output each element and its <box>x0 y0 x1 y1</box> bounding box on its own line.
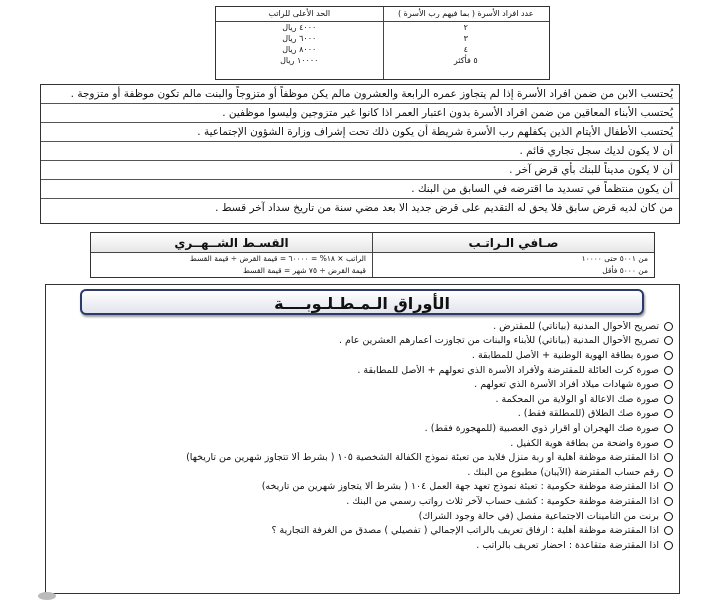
family-salary-table <box>215 6 550 80</box>
circle-bullet-icon <box>664 526 673 535</box>
document-text: اذا المقترضة موظفة حكومية : تعبئة نموذج تعهد جهة العمل ١٠٤ ( بشرط ألا يتجاوز شهرين من تاريخه) <box>261 481 659 493</box>
installment-header: القسـط الشــهــري <box>91 233 373 253</box>
document-text: رقم حساب المقترضة (الآيبان) مطبوع من البنك . <box>467 466 659 478</box>
scan-smudge <box>38 592 56 600</box>
document-text: صورة واضحة من بطاقة هوية الكفيل . <box>510 437 659 449</box>
installment-cell: الراتب × ١٨% = ٦٠٠٠٠ = قيمة القرض ÷ قيمة القسط <box>91 253 373 265</box>
condition-line: أن يكون منتظماً في تسديد ما اقترضه في السابق من البنك . <box>41 180 679 199</box>
list-item <box>53 465 673 480</box>
list-item <box>53 334 673 349</box>
condition-line: من كان لديه قرض سابق فلا يحق له التقديم على قرض جديد الا بعد مضي سنة من تاريخ سداد آخر قسط . <box>215 202 673 214</box>
list-item <box>53 436 673 451</box>
column-divider <box>383 7 384 79</box>
loan-requirements-page <box>30 0 690 600</box>
circle-bullet-icon <box>664 409 673 418</box>
document-text: صورة صك الطلاق (للمطلقة فقط) . <box>517 408 659 420</box>
documents-title: الأوراق الـمـطـلـوبــــة <box>80 289 644 315</box>
max-salary-cell: ١٠٠٠٠ ريال <box>280 56 319 65</box>
document-text: صورة شهادات ميلاد أفراد الأسرة الذي تعولهم . <box>474 379 659 391</box>
documents-list <box>53 319 673 553</box>
list-item <box>53 377 673 392</box>
required-documents-box <box>45 284 680 594</box>
members-cell: ٤ <box>463 45 468 54</box>
members-cell: ٣ <box>463 34 468 43</box>
salary-cell: من ٥٠٠٠ فأقل <box>602 266 648 275</box>
circle-bullet-icon <box>664 453 673 462</box>
list-item <box>53 523 673 538</box>
circle-bullet-icon <box>664 336 673 345</box>
circle-bullet-icon <box>664 395 673 404</box>
document-text: صورة بطاقة الهوية الوطنية + الأصل للمطابقة . <box>471 349 659 361</box>
members-header: عدد افراد الأسرة ( بما فيهم رب الأسرة ) <box>398 9 534 18</box>
max-salary-cell: ٨٠٠٠ ريال <box>282 45 317 54</box>
list-item <box>53 450 673 465</box>
circle-bullet-icon <box>664 351 673 360</box>
document-text: صورة صك الاعالة أو الولاية من المحكمة . <box>495 393 659 405</box>
members-cell: ٥ فأكثر <box>453 56 478 65</box>
circle-bullet-icon <box>664 497 673 506</box>
document-text: اذا المقترضة موظفة أهلية أو ربة منزل فلابد من تعبئة نموذج الكفالة الشخصية ١٠٥ ( بشرط ألا تتجاوز شهرين من تاريخها) <box>186 452 659 464</box>
salary-header: صـافي الـراتـب <box>373 233 654 253</box>
condition-line: يُحتسب الأطفال الأيتام الذين يكفلهم رب الأسرة شريطة أن يكون ذلك تحت إشراف وزارة الشؤون الإجتماعية . <box>41 123 679 142</box>
condition-line: أن لا يكون مديناً للبنك بأي قرض آخر . <box>41 161 679 180</box>
conditions-box <box>40 84 680 224</box>
max-salary-cell: ٦٠٠٠ ريال <box>282 34 317 43</box>
circle-bullet-icon <box>664 468 673 477</box>
table-row <box>91 265 654 277</box>
circle-bullet-icon <box>664 512 673 521</box>
list-item <box>53 363 673 378</box>
circle-bullet-icon <box>664 424 673 433</box>
list-item <box>53 494 673 509</box>
document-text: برنت من التأمينات الاجتماعية مفصل (في حالة وجود الشراك) <box>418 510 659 522</box>
members-cell: ٢ <box>463 23 468 32</box>
circle-bullet-icon <box>664 322 673 331</box>
list-item <box>53 407 673 422</box>
circle-bullet-icon <box>664 541 673 550</box>
circle-bullet-icon <box>664 380 673 389</box>
list-item <box>53 509 673 524</box>
circle-bullet-icon <box>664 439 673 448</box>
table-row <box>91 253 654 265</box>
document-text: تصريح الأحوال المدنية (بياناتي) للمقترض . <box>493 320 659 332</box>
list-item <box>53 319 673 334</box>
document-text: اذا المقترضة موظفة حكومية : كشف حساب لآخر ثلاث رواتب رسمي من البنك . <box>346 495 659 507</box>
condition-line: يُحتسب الابن من ضمن افراد الأسرة إذا لم يتجاوز عمره الرابعة والعشرون مالم يكن موظفاً أو متزوجاً والبنت مالم تكون موظفة أو متزوجة . <box>41 85 679 104</box>
salary-cell: من ٥٠٠١ حتى ١٠٠٠٠ <box>581 254 648 263</box>
condition-line: يُحتسب الأبناء المعاقين من ضمن افراد الأسرة بدون اعتبار العمر اذا كانوا غير متزوجين وليسوا موظفين . <box>41 104 679 123</box>
list-item <box>53 421 673 436</box>
list-item <box>53 348 673 363</box>
document-text: صورة كرت العائلة للمقترضة ولأفراد الأسرة الذي تعولهم + الأصل للمطابقة . <box>357 364 659 376</box>
list-item <box>53 538 673 553</box>
document-text: اذا المقترضة متقاعدة : احضار تعريف بالراتب . <box>476 539 659 551</box>
circle-bullet-icon <box>664 366 673 375</box>
circle-bullet-icon <box>664 482 673 491</box>
document-text: اذا المقترضة موظفة أهلية : ارفاق تعريف بالراتب الإجمالي ( تفصيلي ) مصدق من الغرفة التجارية ؟ <box>271 525 659 537</box>
max-salary-header: الحد الأعلى للراتب <box>268 9 331 18</box>
list-item <box>53 392 673 407</box>
list-item <box>53 480 673 495</box>
document-text: تصريح الأحوال المدنية (بياناتي) للأبناء والبنات من تجاوزت أعمارهم العشرين عام . <box>338 335 659 347</box>
salary-installment-table <box>90 232 655 278</box>
condition-line: أن لا يكون لديك سجل تجاري قائم . <box>41 142 679 161</box>
max-salary-cell: ٤٠٠٠ ريال <box>282 23 317 32</box>
document-text: صورة صك الهجران أو اقرار ذوي العصبية (للمهجورة فقط) . <box>424 422 659 434</box>
installment-cell: قيمة القرض ÷ ٧٥ شهر = قيمة القسط <box>91 265 373 277</box>
